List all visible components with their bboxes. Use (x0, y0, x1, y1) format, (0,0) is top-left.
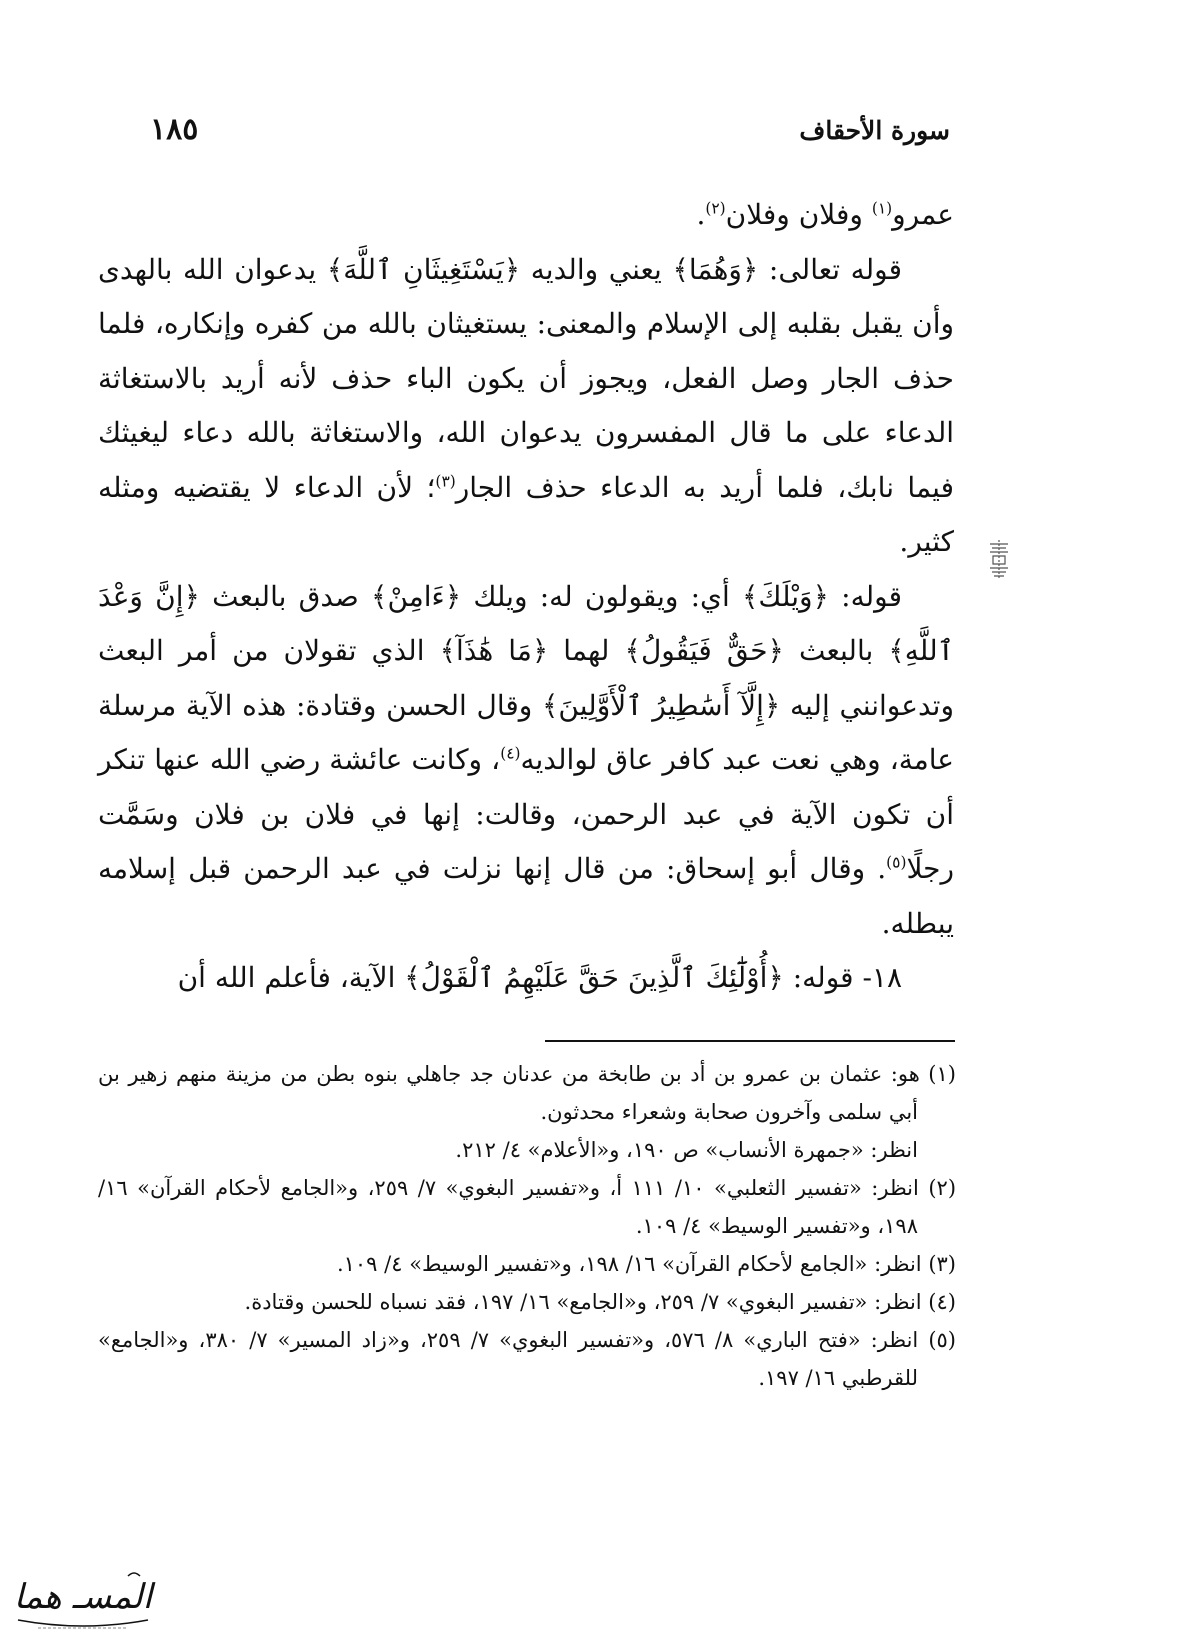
text-run: قوله: (828, 579, 902, 613)
paragraph-2 (98, 243, 954, 570)
text-run: لهما (548, 634, 625, 667)
text-run: عمرو (892, 198, 954, 231)
footnote-ref: (٢) (705, 199, 726, 218)
footnote-4: (٤) انظر: «تفسير البغوي» ٧/ ٢٥٩، و«الجامع» ١٦/ ١٩٧، فقد نسباه للحسن وقتادة. (244, 1290, 956, 1314)
footnote-separator (545, 1040, 955, 1042)
quran-quote: ﴿يَسْتَغِيثَانِ ٱللَّهَ﴾ (326, 252, 521, 286)
text-run: ، وكانت عائشة رضي الله عنها تنكر أن تكون الآية في عبد الرحمن، وقالت: إنها في فلان بن فلان وسَمَّت رجلًا (98, 743, 954, 885)
publisher-logo-icon (8, 1568, 158, 1642)
text-run: ؛ لأن الدعاء لا يقتضيه ومثله كثير. (98, 470, 954, 558)
text-run: بالبعث (783, 634, 889, 667)
footnote-ref: (١) (871, 199, 893, 218)
page-header (150, 112, 950, 162)
text-run: ١٨- قوله: (783, 961, 902, 994)
text-run: الذي تقولان من أمر البعث وتدعوانني إليه (98, 634, 954, 722)
text-run: صدق بالبعث (199, 579, 372, 613)
quran-quote: ﴿أُوْلَٰٓئِكَ ٱلَّذِينَ حَقَّ عَلَيْهِمُ ٱلْقَوْلُ﴾ (404, 961, 784, 994)
text-run: الآية، فأعلم الله أن (177, 961, 405, 994)
paragraph-3 (98, 570, 954, 952)
footnote-2: (٢) انظر: «تفسير الثعلبي» ١٠/ ١١١ أ، و«تفسير البغوي» ٧/ ٢٥٩، و«الجامع لأحكام القرآن» ١٦/ ١٩٨، و«تفسير الوسيط» ٤/ ١٠٩. (98, 1176, 957, 1238)
quran-quote: ﴿ءَامِنْ﴾ (371, 579, 462, 613)
quran-quote: ﴿وَهُمَا﴾ (672, 252, 759, 286)
footnote-ref: (٤) (500, 744, 521, 763)
footnote-ref: (٥) (886, 853, 907, 872)
surah-title: سورة الأحقاف (799, 116, 950, 145)
text-run: وفلان وفلان (725, 198, 872, 231)
footnote-3: (٣) انظر: «الجامع لأحكام القرآن» ١٦/ ١٩٨، و«تفسير الوسيط» ٤/ ١٠٩. (336, 1252, 956, 1276)
page-number: ١٨٥ (150, 112, 199, 147)
text-run: يدعوان الله بالهدى وأن يقبل بقلبه إلى الإسلام والمعنى: يستغيثان بالله من كفره وإنكاره، فلما حذف الجار وصل الفعل، ويجوز أن يكون الباء حذف لأنه أريد بالاستغاثة الدعاء على ما قال المفسرون يدعوان الله، والاستغاثة بالله دعاء ليغيثك فيما نابك، فلما أريد به الدعاء حذف الجار (98, 252, 955, 504)
footnote-ref: (٣) (435, 472, 456, 491)
footnote-1: (١) هو: عثمان بن عمرو بن أد بن طابخة من عدنان جد جاهلي بنوه بطن من مزينة منهم زهير بن أبي سلمى وآخرون صحابة وشعراء محدثون. (98, 1062, 956, 1124)
paragraph-1 (98, 188, 954, 243)
paragraph-4 (98, 951, 954, 1006)
footnote-5: (٥) انظر: «فتح الباري» ٨/ ٥٧٦، و«تفسير البغوي» ٧/ ٢٥٩، و«زاد المسير» ٧/ ٣٨٠، و«الجامع» للقرطبي ١٦/ ١٩٧. (98, 1328, 956, 1390)
footnotes (98, 1055, 956, 1397)
quran-quote: ﴿حَقٌّ فَيَقُولُ﴾ (624, 634, 784, 667)
text-run: . (696, 198, 706, 231)
text-run: . وقال أبو إسحاق: من قال إنها نزلت في عبد الرحمن قبل إسلامه يبطله. (98, 852, 954, 940)
text-run: وقال الحسن وقتادة: هذه الآية مرسلة عامة، وهي نعت عبد كافر عاق لوالديه (98, 688, 954, 776)
text-run: أي: ويقولون له: ويلك (461, 579, 742, 613)
quran-quote: ﴿إِلَّآ أَسَٰطِيرُ ٱلْأَوَّلِينَ﴾ (542, 688, 781, 722)
quran-quote: ﴿مَا هَٰذَآ﴾ (439, 634, 549, 667)
margin-stamp-icon (984, 538, 1014, 582)
text-run: قوله تعالى: (758, 252, 903, 286)
text-run: يعني والديه (520, 252, 673, 286)
logo-text: المسـ هما (13, 1577, 153, 1617)
footnote-1-continued: انظر: «جمهرة الأنساب» ص ١٩٠، و«الأعلام» ٤/ ٢١٢. (455, 1138, 918, 1162)
main-text (98, 188, 954, 1006)
quran-quote: ﴿وَيْلَكَ﴾ (741, 579, 829, 613)
quran-quote: ﴿إِنَّ وَعْدَ ٱللَّهِ﴾ (98, 579, 954, 667)
